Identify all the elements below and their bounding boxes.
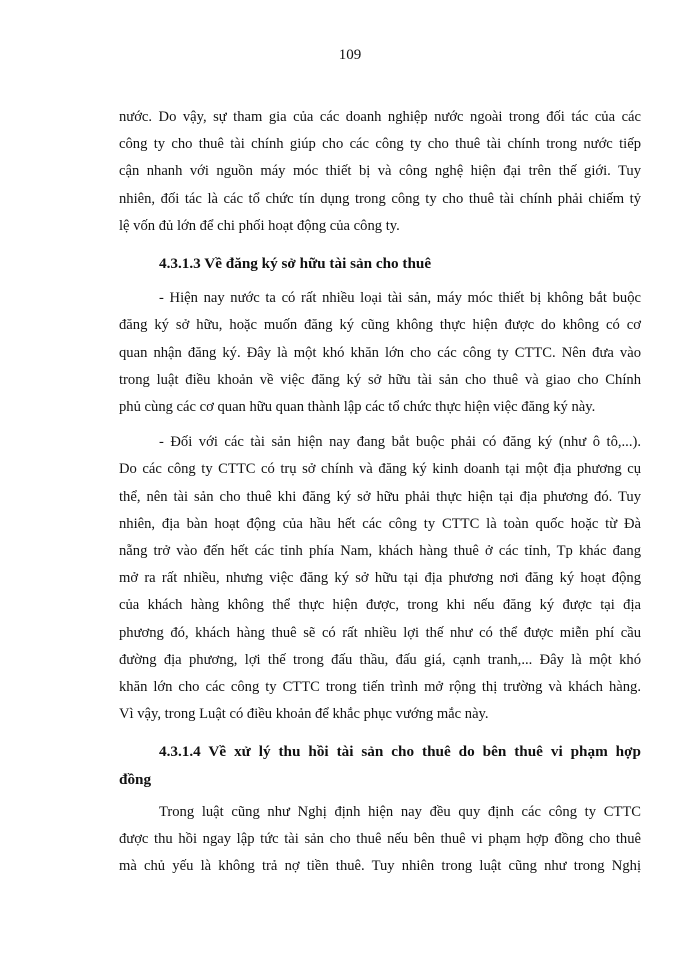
paragraph-registration-2 — [119, 429, 641, 456]
text-line: nhiên, địa bàn hoạt động của hầu hết các công ty CTTC là toàn quốc hoặc từ Đà — [119, 515, 641, 532]
text-line: - Hiện nay nước ta có rất nhiều loại tài sản, máy móc thiết bị không bắt buộc — [159, 290, 641, 307]
text-line: phủ cùng các cơ quan hữu quan thành lập các tổ chức thực hiện việc đăng ký này. — [119, 399, 596, 416]
text-line: khăn lớn cho các công ty CTTC trong tiến trình mở rộng thị trường và khách hàng. — [119, 679, 641, 696]
paragraph-registration-1 — [119, 285, 641, 312]
text-line: lệ vốn đủ lớn để chi phối hoạt động của công ty. — [119, 217, 400, 234]
text-line: của khách hàng không thể thực hiện được, trong khi nếu đăng ký được tại địa — [119, 597, 641, 614]
text-line: thể, nên tài sản cho thuê khi đăng ký sở hữu phải thực hiện tại địa phương đó. Tuy — [119, 488, 641, 505]
text-line: trong luật điều khoản về việc đăng ký sở hữu tài sản cho thuê và giao cho Chính — [119, 371, 641, 388]
text-line: cận nhanh với nguồn máy móc thiết bị và công nghệ hiện đại trên thế giới. Tuy — [119, 163, 641, 180]
section-heading-4-3-1-3: 4.3.1.3 Về đăng ký sở hữu tài sản cho thuê — [159, 255, 432, 273]
paragraph-registration-2-cont — [119, 456, 641, 728]
text-line: đăng ký sở hữu, hoặc muốn đăng ký cũng không thực hiện được do không có cơ — [119, 317, 641, 334]
paragraph-intro — [119, 104, 641, 240]
paragraph-recovery-1 — [119, 799, 641, 826]
text-line: phương đó, khách hàng thuê sẽ có rất nhiều lợi thế như có thể được miễn phí cầu — [119, 624, 641, 641]
text-line: mở ra rất nhiều, nhưng việc đăng ký sở hữu tại địa phương nơi đăng ký hoạt động — [119, 570, 641, 587]
paragraph-registration-1-cont — [119, 312, 641, 421]
text-line: công ty cho thuê tài chính giúp cho các công ty cho thuê tài chính trong nước tiếp — [119, 136, 641, 153]
page-number: 109 — [338, 47, 362, 63]
text-line: Vì vậy, trong Luật có điều khoản để khắc phục vướng mắc này. — [119, 706, 489, 723]
text-line: Trong luật cũng như Nghị định hiện nay đều quy định các công ty CTTC — [159, 803, 641, 820]
text-line: quan nhận đăng ký. Đây là một khó khăn lớn cho các công ty CTTC. Nên đưa vào — [119, 344, 641, 361]
text-line: Do các công ty CTTC có trụ sở chính và đăng ký kinh doanh tại một địa phương cụ — [119, 461, 641, 478]
text-line: - Đối với các tài sản hiện nay đang bắt buộc phải có đăng ký (như ô tô,...). — [159, 434, 641, 451]
text-line: đường địa phương, lợi thế trong đấu thầu, đấu giá, cạnh tranh,... Đây là một khó — [119, 651, 641, 668]
text-line: nước. Do vậy, sự tham gia của các doanh nghiệp nước ngoài trong đối tác của các — [119, 109, 641, 125]
heading-line: đồng — [119, 770, 152, 788]
text-line: nẵng trở vào đến hết các tỉnh phía Nam, khách hàng thuê ở các tỉnh, Tp khác đang — [119, 543, 641, 560]
section-heading-4-3-1-4 — [119, 738, 641, 792]
text-line: nhiên, đối tác là các tổ chức tín dụng trong công ty cho thuê tài chính phải chiếm tỷ — [119, 190, 641, 207]
text-line: được thu hồi ngay lập tức tài sản cho thuê nếu bên thuê vi phạm hợp đồng cho thuê — [119, 831, 641, 848]
text-line: mà chủ yếu là không trả nợ tiền thuê. Tuy nhiên trong luật cũng như trong Nghị — [119, 858, 641, 875]
paragraph-recovery-1-cont — [119, 826, 641, 880]
body-text — [119, 104, 641, 880]
heading-line: 4.3.1.4 Về xử lý thu hồi tài sản cho thuê do bên thuê vi phạm hợp — [159, 743, 641, 761]
